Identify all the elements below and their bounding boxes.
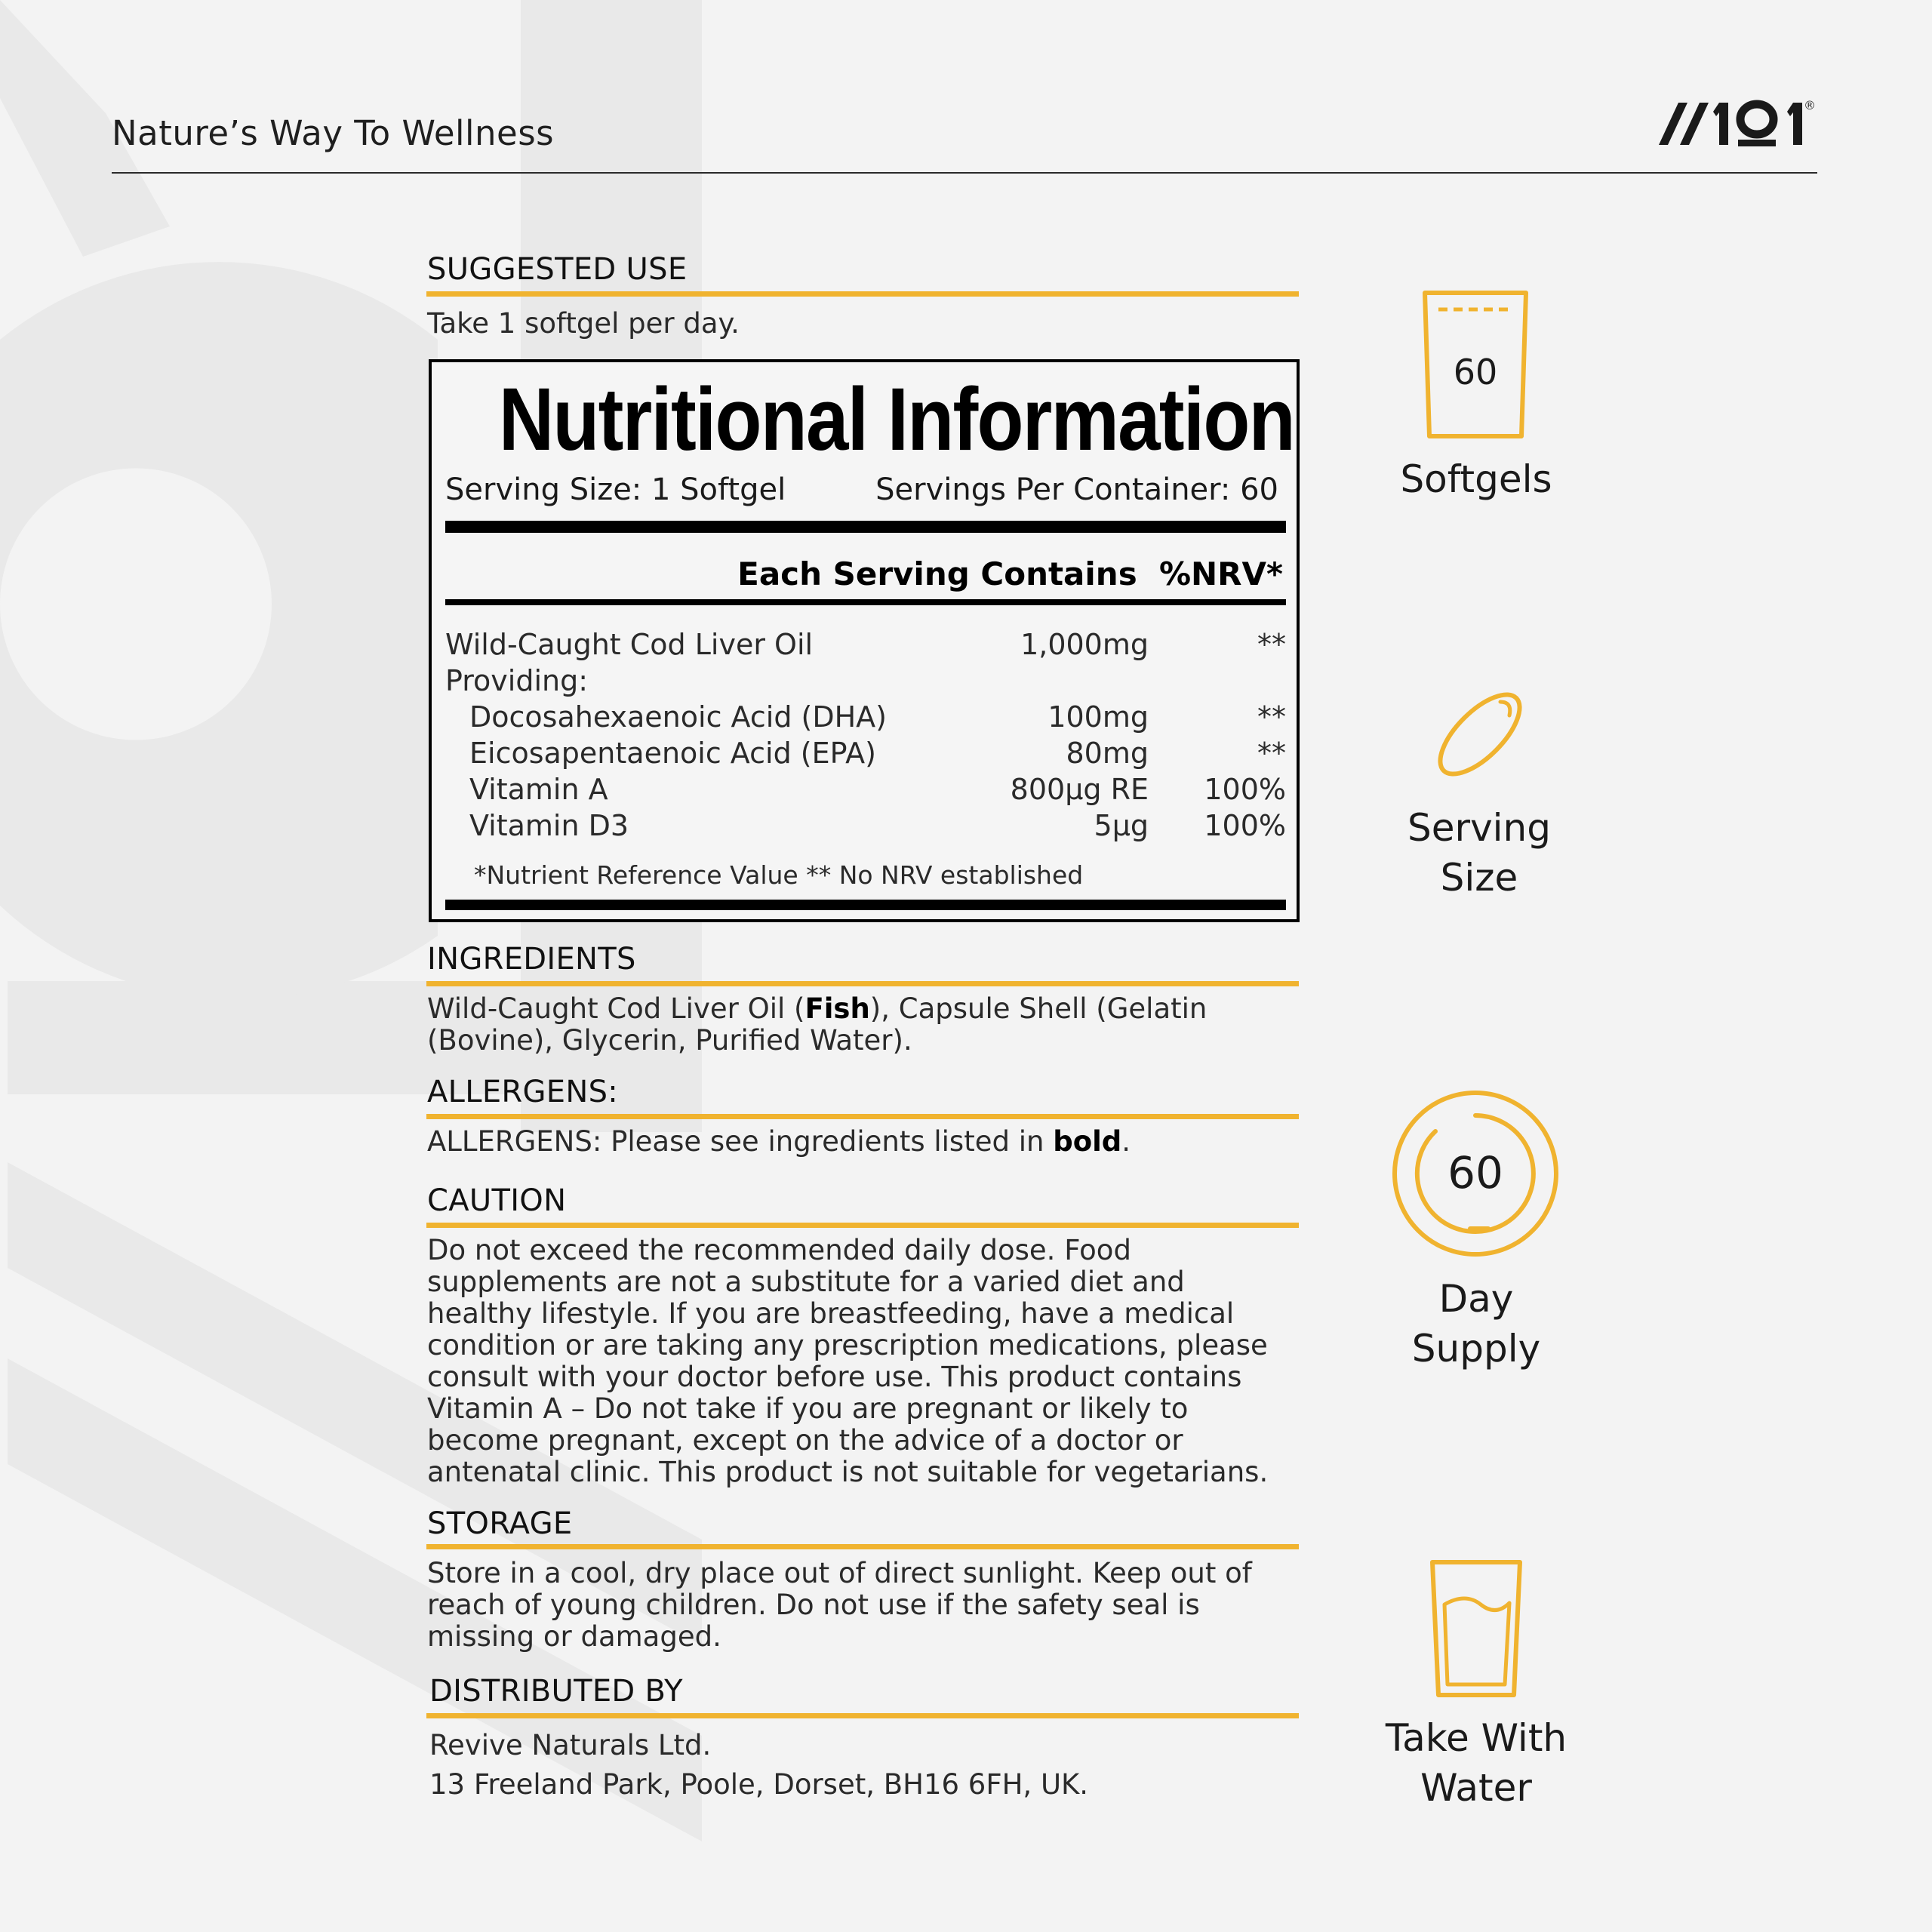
ingredients-title: INGREDIENTS xyxy=(427,942,636,977)
nutrient-nrv: ** xyxy=(1257,628,1286,661)
caution-title: CAUTION xyxy=(427,1183,567,1218)
day-supply-label-1: Day xyxy=(1438,1277,1514,1321)
tagline: Nature’s Way To Wellness xyxy=(112,113,555,153)
serving-size-label-1: Serving xyxy=(1407,806,1551,850)
ingredients-text-post: ), Capsule Shell (Gelatin (Bovine), Glycerin, Purified Water). xyxy=(427,992,1208,1057)
nutrient-nrv: ** xyxy=(1257,737,1286,770)
nutrient-nrv: 100% xyxy=(1204,773,1286,806)
nutrient-amount: 80mg xyxy=(1066,737,1149,770)
nutrient-amount: 1,000mg xyxy=(1020,628,1149,661)
ingredients-divider xyxy=(426,981,1299,986)
servings-per-container: Servings Per Container: 60 xyxy=(875,472,1278,507)
header-divider xyxy=(112,172,1817,174)
distributor-address: 13 Freeland Park, Poole, Dorset, BH16 6FH, UK. xyxy=(429,1768,1089,1801)
brand-logo xyxy=(1659,97,1817,151)
caution-divider xyxy=(426,1223,1299,1228)
nutrient-name: Vitamin D3 xyxy=(469,809,629,842)
ingredients-allergen-bold: Fish xyxy=(804,992,870,1025)
nutrient-row xyxy=(432,809,1297,845)
storage-text: Store in a cool, dry place out of direct sunlight. Keep out of reach of young children. Do not use if the safety seal is missing or damaged. xyxy=(427,1557,1252,1653)
nutrient-name: Docosahexaenoic Acid (DHA) xyxy=(469,700,888,734)
serving-size: Serving Size: 1 Softgel xyxy=(445,472,786,507)
nutrition-panel xyxy=(429,359,1300,922)
water-glass-icon xyxy=(1428,1559,1524,1698)
each-serving-label: Each Serving Contains xyxy=(737,555,1137,592)
suggested-use-text: Take 1 softgel per day. xyxy=(427,307,740,340)
registered-mark: ® xyxy=(1804,98,1816,112)
pouch-count: 60 xyxy=(1453,352,1498,392)
serving-size-label-2: Size xyxy=(1440,856,1518,900)
nutrient-amount: 5µg xyxy=(1094,809,1149,842)
nutrient-nrv: 100% xyxy=(1204,809,1286,842)
allergens-title: ALLERGENS: xyxy=(427,1075,619,1109)
softgels-label: Softgels xyxy=(1400,457,1552,501)
nutrition-footnote: *Nutrient Reference Value ** No NRV established xyxy=(474,860,1084,890)
panel-bottom-rule xyxy=(445,900,1286,910)
allergens-bold-word: bold xyxy=(1053,1125,1122,1158)
distributed-title: DISTRIBUTED BY xyxy=(429,1674,683,1709)
softgel-icon xyxy=(1431,685,1529,783)
nutrient-name: Vitamin A xyxy=(469,773,608,806)
caution-text: Do not exceed the recommended daily dose. Food supplements are not a substitute for a varied diet and healthy lifestyle. If you are breastfeeding, have a medical condition or are taking any prescription medications, please consult with your doctor before use. This product contains Vitamin A – Do not take if you are pregnant or likely to become pregnant, except on the advice of a doctor or antenatal clinic. This product is not suitable for vegetarians. xyxy=(427,1234,1269,1488)
nutrient-name: Eicosapentaenoic Acid (EPA) xyxy=(469,737,876,770)
nutrient-amount: 800µg RE xyxy=(1010,773,1149,806)
allergens-text xyxy=(427,1126,1295,1158)
nutrient-row xyxy=(432,773,1297,809)
panel-thick-rule xyxy=(445,521,1286,533)
suggested-use-title: SUGGESTED USE xyxy=(427,252,688,287)
take-with-water-label-2: Water xyxy=(1420,1766,1532,1810)
allergens-divider xyxy=(426,1114,1299,1119)
nutrient-name: Wild-Caught Cod Liver Oil xyxy=(445,628,814,661)
nutrient-row xyxy=(432,700,1297,737)
nutrient-row xyxy=(432,737,1297,773)
day-supply-label-2: Supply xyxy=(1411,1327,1541,1371)
nutrient-name: Providing: xyxy=(445,664,589,697)
distributor-name: Revive Naturals Ltd. xyxy=(429,1729,712,1761)
allergens-text-pre: ALLERGENS: Please see ingredients listed in xyxy=(427,1125,1054,1158)
nutrient-amount: 100mg xyxy=(1048,700,1149,734)
nrv-header: %NRV* xyxy=(1158,555,1283,592)
ingredients-text xyxy=(427,993,1295,1057)
day-supply-count: 60 xyxy=(1447,1147,1503,1198)
suggested-use-divider xyxy=(426,291,1299,297)
each-serving-header xyxy=(737,555,1283,592)
nutrient-row xyxy=(432,664,1297,700)
allergens-text-post: . xyxy=(1121,1125,1131,1158)
nutrient-row xyxy=(432,628,1297,664)
nutrition-title: Nutritional Information xyxy=(498,370,1294,469)
panel-medium-rule xyxy=(445,599,1286,605)
take-with-water-label-1: Take With xyxy=(1385,1716,1567,1760)
distributed-divider xyxy=(426,1713,1299,1718)
storage-divider xyxy=(426,1544,1299,1549)
nutrient-nrv: ** xyxy=(1257,700,1286,734)
storage-title: STORAGE xyxy=(427,1506,573,1541)
ingredients-text-pre: Wild-Caught Cod Liver Oil ( xyxy=(427,992,805,1025)
